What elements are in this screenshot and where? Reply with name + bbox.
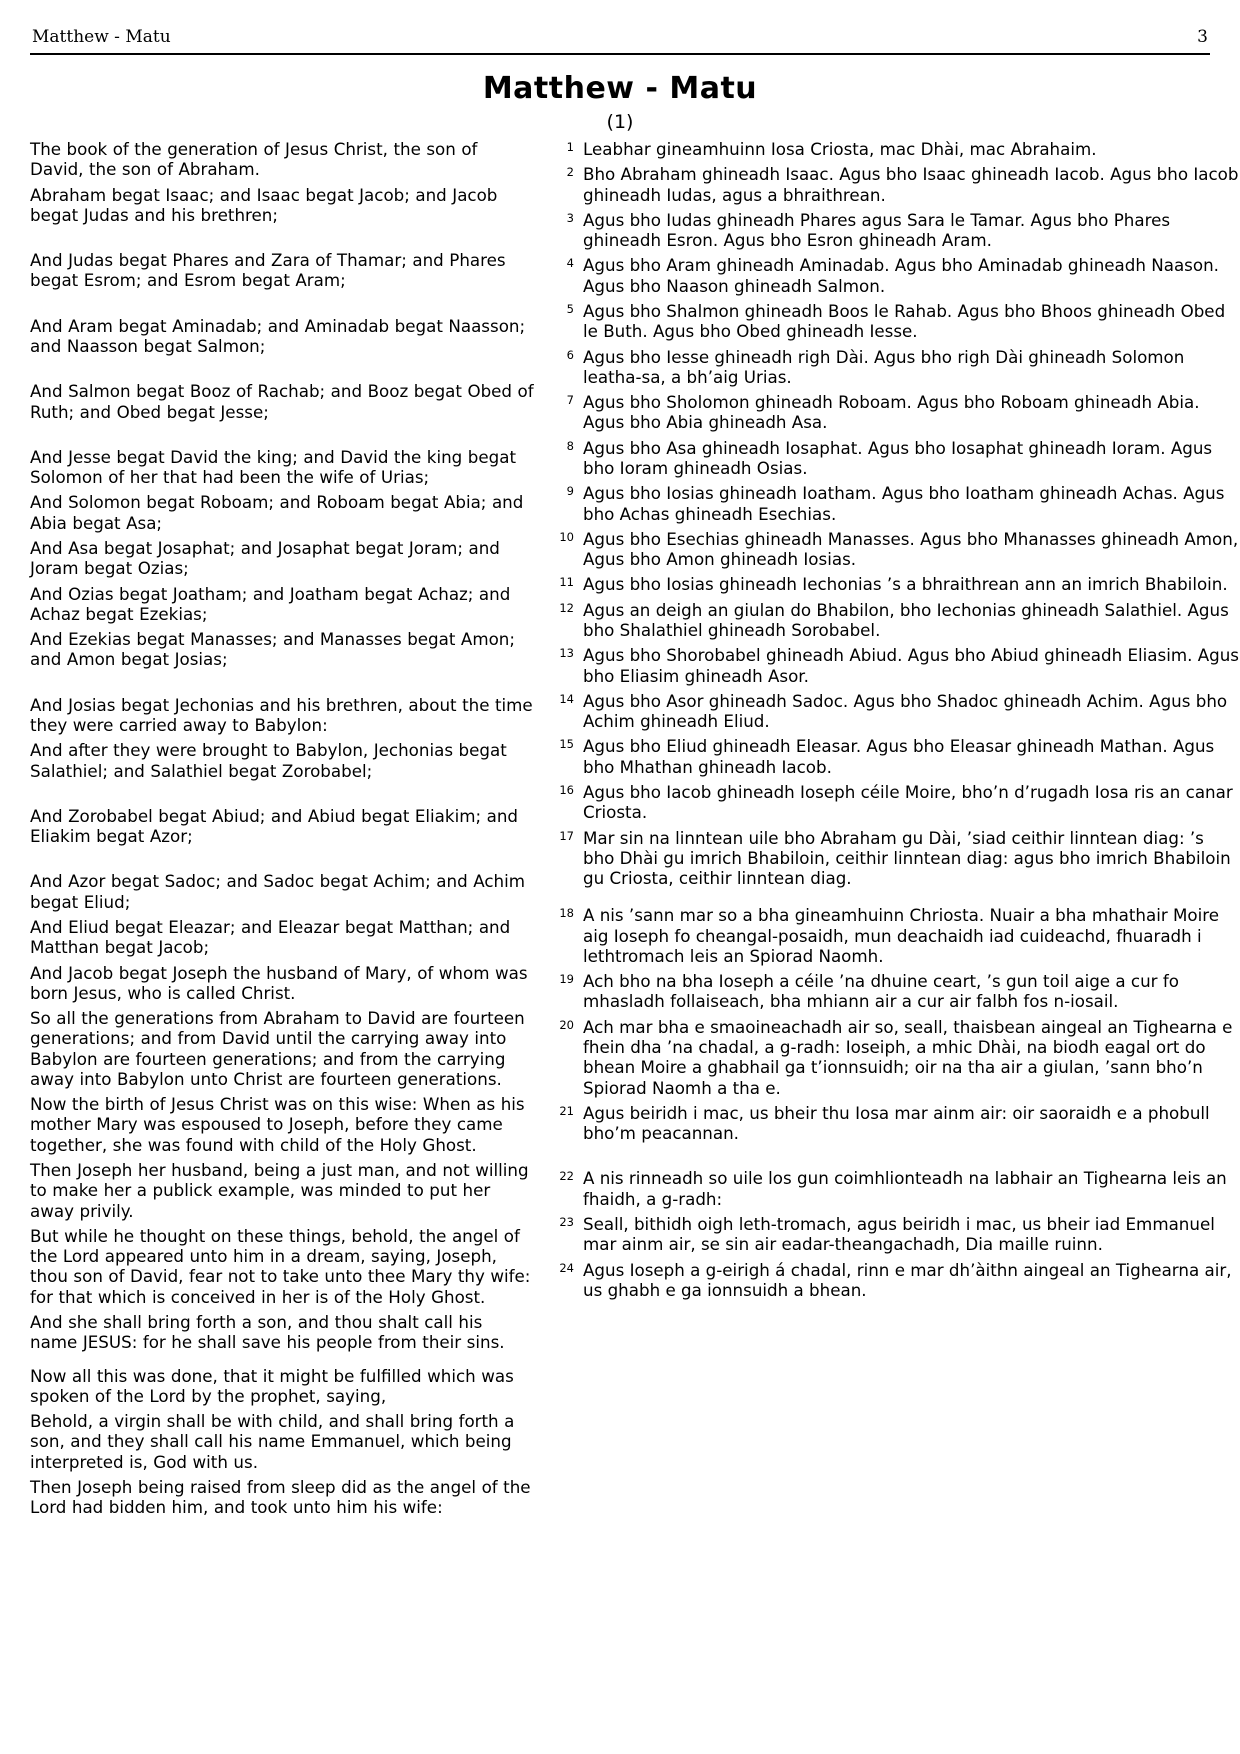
verse-row — [552, 529, 1240, 570]
verse-text: Behold, a virgin shall be with child, and shall bring forth a son, and they shall call his name Emmanuel, which being interpreted is, God with us. — [30, 1411, 515, 1472]
verse-number: 16 — [559, 782, 574, 797]
verse-row — [552, 600, 1240, 641]
verse-text: Seall, bithidh oigh leth-tromach, agus beiridh i mac, us bheir iad Emmanuel mar ainm air, se sin air eadar-theangachadh, Dia maille ruinn. — [583, 1214, 1215, 1255]
verse-row — [552, 645, 1240, 686]
verse-text: And Salmon begat Booz of Rachab; and Booz begat Obed of Ruth; and Obed begat Jesse; — [30, 381, 534, 422]
verse-text: Agus bho Asa ghineadh Iosaphat. Agus bho Iosaphat ghineadh Ioram. Agus bho Ioram ghineadh Osias. — [583, 437, 1213, 479]
verse-number: 19 — [559, 972, 574, 987]
verse-row — [552, 971, 1240, 1012]
verse-text: The book of the generation of Jesus Christ, the son of David, the son of Abraham. — [30, 139, 478, 180]
verse-text: And Solomon begat Roboam; and Roboam begat Abia; and Abia begat Asa; — [30, 492, 524, 533]
verse-row — [552, 139, 1240, 159]
page-title: Matthew - Matu — [482, 70, 758, 106]
verse-text: And after they were brought to Babylon, Jechonias begat Salathiel; and Salathiel begat Zorobabel; — [30, 740, 507, 781]
verse-row — [552, 691, 1240, 732]
verse-number: 10 — [559, 529, 574, 544]
spacer — [30, 786, 534, 806]
verse-text: And Eliud begat Eleazar; and Eleazar begat Matthan; and Matthan begat Jacob; — [30, 916, 511, 958]
verse-text: And Josias begat Jechonias and his brethren, about the time they were carried away to Babylon: — [30, 694, 533, 735]
verse-number: 22 — [559, 1169, 574, 1184]
chapter-number: (1) — [606, 111, 634, 134]
verse-text: Now the birth of Jesus Christ was on this wise: When as his mother Mary was espoused to Joseph, before they came together, she was found with child of the Holy Ghost. — [30, 1094, 525, 1155]
spacer — [30, 427, 534, 447]
verse-row — [552, 736, 1240, 777]
verse-text: Ach bho na bha Ioseph a céile ’na dhuine ceart, ’s gun toil aige a cur fo mhasladh follaiseach, bha mhiann air a cur air falbh fos n-iosail. — [583, 971, 1179, 1012]
verse-number: 17 — [559, 828, 574, 843]
verse-text: Agus bho Aram ghineadh Aminadab. Agus bho Aminadab ghineadh Naason. Agus bho Naason ghineadh Salmon. — [583, 255, 1219, 296]
verse-text: But while he thought on these things, behold, the angel of the Lord appeared unto him in a dream, saying, Joseph, thou son of David, fear not to take unto thee Mary thy wife: for that which is conceived in her is of the Holy Ghost. — [30, 1225, 531, 1307]
verse-number: 14 — [559, 691, 574, 706]
spacer — [30, 296, 534, 316]
verse-row — [552, 782, 1240, 823]
verse-text: Leabhar gineamhuinn Iosa Criosta, mac Dhài, mac Abrahaim. — [583, 139, 1097, 160]
verse-number: 24 — [559, 1260, 574, 1275]
verse-text: And Jesse begat David the king; and David the king begat Solomon of her that had been the wife of Urias; — [30, 446, 517, 488]
verse-row — [552, 1103, 1240, 1144]
verse-number: 15 — [559, 737, 574, 752]
verse-number: 13 — [559, 646, 574, 661]
verse-row — [552, 255, 1240, 296]
verse-number: 9 — [566, 484, 574, 499]
verse-text: Agus bho Sholomon ghineadh Roboam. Agus bho Roboam ghineadh Abia. Agus bho Abia ghineadh Asa. — [583, 392, 1200, 433]
verse-row — [552, 1017, 1240, 1098]
verse-row — [552, 210, 1240, 251]
verse-text: Then Joseph being raised from sleep did as the angel of the Lord had bidden him, and took unto him his wife: — [30, 1476, 531, 1518]
verse-text: And Ozias begat Joatham; and Joatham begat Achaz; and Achaz begat Ezekias; — [30, 583, 511, 624]
spacer — [30, 675, 534, 695]
verse-text: Agus bho Esechias ghineadh Manasses. Agus bho Mhanasses ghineadh Amon, Agus bho Amon ghineadh Iosias. — [583, 528, 1239, 570]
verse-number: 3 — [566, 210, 574, 225]
spacer — [552, 893, 1240, 905]
verse-text: Agus bho Iacob ghineadh Ioseph céile Moire, bho’n d’rugadh Iosa ris an canar Criosta. — [583, 781, 1233, 823]
verse-row — [552, 392, 1240, 433]
verse-text: Agus bho Iudas ghineadh Phares agus Sara le Tamar. Agus bho Phares ghineadh Esron. Agus bho Esron ghineadh Aram. — [583, 209, 1171, 251]
verse-number: 5 — [566, 302, 574, 317]
verse-text: A nis ’sann mar so a bha gineamhuinn Chriosta. Nuair a bha mhathair Moire aig Ioseph fo cheangal-posaidh, mun deachaidh iad cuideachd, fhuaradh i lethtromach leis an Spiorad Naomh. — [583, 905, 1220, 966]
verse-text: Agus bho Asor ghineadh Sadoc. Agus bho Shadoc ghineadh Achim. Agus bho Achim ghineadh Eliud. — [583, 690, 1228, 732]
verse-row — [552, 574, 1240, 594]
verse-text: And Zorobabel begat Abiud; and Abiud begat Eliakim; and Eliakim begat Azor; — [30, 805, 518, 847]
verse-text: So all the generations from Abraham to David are fourteen generations; and from David until the carrying away into Babylon are fourteen generations; and from the carrying away into Babylon unto Christ are fourteen generations. — [30, 1008, 525, 1089]
verse-text: A nis rinneadh so uile los gun coimhlionteadh na labhair an Tighearna leis an fhaidh, a g-radh: — [583, 1168, 1227, 1209]
verse-row — [552, 483, 1240, 524]
verse-number: 8 — [566, 438, 574, 453]
spacer — [30, 851, 534, 871]
verse-text: Agus bho Iesse ghineadh righ Dài. Agus bho righ Dài ghineadh Solomon leatha-sa, a bh’aig Urias. — [583, 346, 1185, 387]
verse-text: Agus bho Iosias ghineadh Iechonias ’s a bhraithrean ann an imrich Bhabiloin. — [583, 574, 1228, 595]
verse-text: Agus bho Shalmon ghineadh Boos le Rahab. Agus bho Bhoos ghineadh Obed le Buth. Agus bho Obed ghineadh Iesse. — [583, 301, 1226, 342]
verse-number: 4 — [566, 256, 574, 271]
verse-number: 7 — [566, 393, 574, 408]
verse-row — [552, 1168, 1240, 1209]
running-header-title: Matthew - Matu — [32, 27, 171, 47]
verse-number: 23 — [559, 1215, 574, 1230]
verse-text: Agus an deigh an giulan do Bhabilon, bho Iechonias ghineadh Salathiel. Agus bho Shalathiel ghineadh Sorobabel. — [583, 599, 1229, 640]
verse-text: Agus beiridh i mac, us bheir thu Iosa mar ainm air: oir saoraidh e a phobull bho’m peacannan. — [583, 1102, 1210, 1144]
running-header — [30, 28, 1210, 55]
verse-number: 6 — [566, 347, 574, 362]
verse-text: And Ezekias begat Manasses; and Manasses begat Amon; and Amon begat Josias; — [30, 629, 515, 670]
column-matu — [552, 139, 1240, 1305]
verse-row — [552, 1260, 1240, 1301]
verse-row — [552, 164, 1240, 205]
verse-text: And Jacob begat Joseph the husband of Mary, of whom was born Jesus, who is called Christ. — [30, 962, 528, 1003]
verse-number: 11 — [559, 575, 574, 590]
verse-number: 1 — [566, 140, 574, 155]
verse-text: Agus bho Shorobabel ghineadh Abiud. Agus bho Abiud ghineadh Eliasim. Agus bho Eliasim ghineadh Asor. — [583, 645, 1239, 686]
verse-text: Ach mar bha e smaoineachadh air so, seall, thaisbean aingeal an Tighearna e fhein dha ’na chadal, a g-radh: Ioseiph, a mhic Dhài, na biodh eagal ort do bhean Moire a ghabhail ga t’ionnsuidh; oir na tha air a giulan, ’sann bho’n Spiorad Naomh a tha e. — [583, 1016, 1233, 1098]
verse-text: Agus Ioseph a g-eirigh á chadal, rinn e mar dh’àithn aingeal an Tighearna air, us ghabh e ga ionnsuidh a bhean. — [583, 1259, 1232, 1300]
verse-number: 12 — [559, 600, 574, 615]
verse-row — [552, 828, 1240, 889]
verse-row — [552, 1214, 1240, 1255]
verse-number: 20 — [559, 1017, 574, 1032]
verse-text: And Azor begat Sadoc; and Sadoc begat Achim; and Achim begat Eliud; — [30, 871, 525, 912]
verse-row — [552, 301, 1240, 342]
page-number: 3 — [1197, 27, 1208, 47]
parallel-text-columns — [30, 139, 1239, 1522]
verse-text: Agus bho Iosias ghineadh Ioatham. Agus bho Ioatham ghineadh Achas. Agus bho Achas ghineadh Esechias. — [583, 483, 1225, 524]
verse-number: 21 — [559, 1103, 574, 1118]
verse-text: And Aram begat Aminadab; and Aminadab begat Naasson; and Naasson begat Salmon; — [30, 315, 526, 357]
verse-number: 18 — [559, 906, 574, 921]
spacer — [552, 1148, 1240, 1168]
verse-text: Bho Abraham ghineadh Isaac. Agus bho Isaac ghineadh Iacob. Agus bho Iacob ghineadh Iudas, agus a bhraithrean. — [583, 164, 1239, 205]
column-english — [30, 139, 534, 1522]
spacer — [30, 1358, 534, 1366]
verse-text: And she shall bring forth a son, and thou shalt call his name JESUS: for he shall save his people from their sins. — [30, 1312, 505, 1353]
verse-row — [552, 905, 1240, 966]
verse-row — [552, 438, 1240, 479]
verse-text: Agus bho Eliud ghineadh Eleasar. Agus bho Eleasar ghineadh Mathan. Agus bho Mhathan ghineadh Iacob. — [583, 736, 1215, 777]
verse-text: Abraham begat Isaac; and Isaac begat Jacob; and Jacob begat Judas and his brethren; — [30, 184, 498, 225]
verse-text: Now all this was done, that it might be fulfilled which was spoken of the Lord by the prophet, saying, — [30, 1365, 514, 1406]
verse-text: And Asa begat Josaphat; and Josaphat begat Joram; and Joram begat Ozias; — [30, 538, 500, 579]
verse-row — [552, 347, 1240, 388]
verse-number: 2 — [566, 165, 574, 180]
spacer — [30, 361, 534, 381]
verse-text: Then Joseph her husband, being a just man, and not willing to make her a publick example, was minded to put her away privily. — [30, 1160, 529, 1221]
verse-text: Mar sin na linntean uile bho Abraham gu Dài, ’siad ceithir linntean diag: ’s bho Dhài gu imrich Bhabiloin, ceithir linntean diag: agus bho imrich Bhabiloin gu Criosta, ceithir linntean diag. — [583, 827, 1231, 889]
spacer — [30, 230, 534, 250]
verse-text: And Judas begat Phares and Zara of Thamar; and Phares begat Esrom; and Esrom begat Aram; — [30, 250, 506, 291]
